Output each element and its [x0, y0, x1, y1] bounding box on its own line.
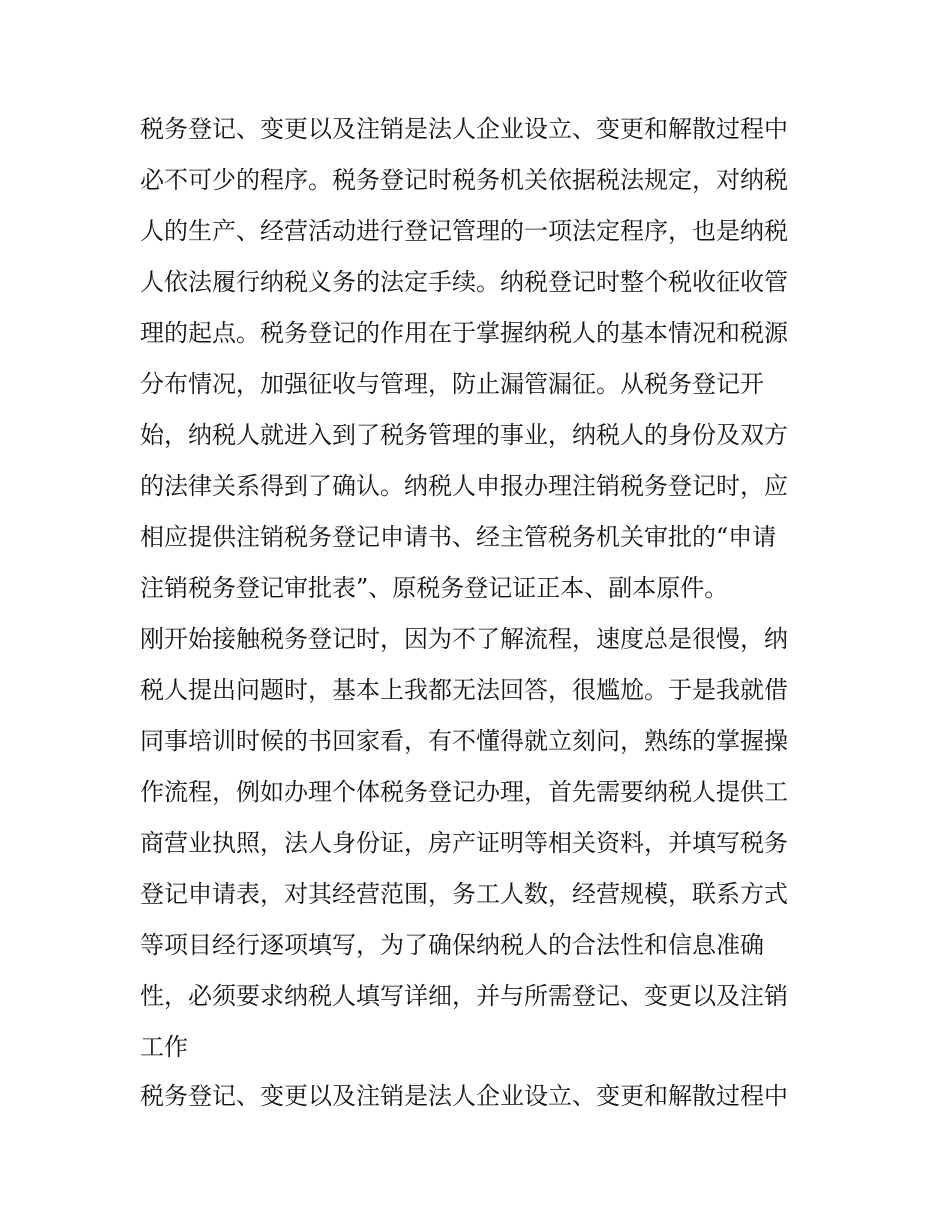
text-line: 理的起点。税务登记的作用在于掌握纳税人的基本情况和税源: [140, 319, 788, 347]
text-line: 税人提出问题时，基本上我都无法回答，很尴尬。于是我就借: [140, 676, 788, 704]
text-line: 注销税务登记审批表”、原税务登记证正本、副本原件。: [140, 574, 729, 602]
text-line: 人依法履行纳税义务的法定手续。纳税登记时整个税收征收管: [140, 268, 788, 296]
text-line: 登记申请表，对其经营范围，务工人数，经营规模，联系方式: [140, 880, 788, 908]
text-line: 人的生产、经营活动进行登记管理的一项法定程序，也是纳税: [140, 217, 788, 245]
text-line: 分布情况，加强征收与管理，防止漏管漏征。从税务登记开: [140, 370, 764, 398]
text-line: 税务登记、变更以及注销是法人企业设立、变更和解散过程中: [140, 115, 788, 143]
text-line: 同事培训时候的书回家看，有不懂得就立刻问，熟练的掌握操: [140, 727, 788, 755]
text-line: 刚开始接触税务登记时，因为不了解流程，速度总是很慢，纳: [140, 625, 788, 653]
text-line: 性，必须要求纳税人填写详细，并与所需登记、变更以及注销: [140, 982, 788, 1010]
text-line: 税务登记、变更以及注销是法人企业设立、变更和解散过程中: [140, 1082, 788, 1110]
text-line: 必不可少的程序。税务登记时税务机关依据税法规定，对纳税: [140, 166, 788, 194]
text-line: 商营业执照，法人身份证，房产证明等相关资料，并填写税务: [140, 829, 788, 857]
text-line: 等项目经行逐项填写，为了确保纳税人的合法性和信息准确: [140, 931, 764, 959]
text-line: 始，纳税人就进入到了税务管理的事业，纳税人的身份及双方: [140, 421, 788, 449]
paragraph-3: [140, 1071, 830, 1122]
paragraph-2: [140, 614, 830, 1073]
text-line: 工作: [140, 1033, 188, 1061]
text-line: 的法律关系得到了确认。纳税人申报办理注销税务登记时，应: [140, 472, 788, 500]
text-line: 作流程，例如办理个体税务登记办理，首先需要纳税人提供工: [140, 778, 788, 806]
paragraph-1: [140, 104, 830, 614]
text-line: 相应提供注销税务登记申请书、经主管税务机关审批的“申请: [140, 523, 777, 551]
